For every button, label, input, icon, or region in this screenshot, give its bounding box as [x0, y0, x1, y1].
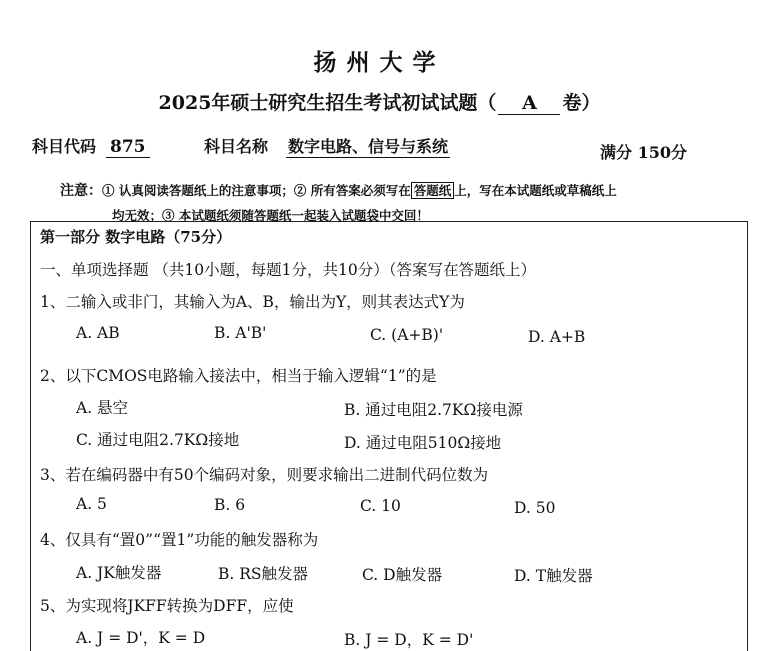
paper-version: A [498, 92, 560, 115]
notice-item-2-suffix: 上，写在本试题纸或草稿纸上 [454, 183, 617, 198]
exam-title [0, 88, 759, 115]
university-title: 扬州大学 [313, 49, 446, 76]
notice-item-1: ① 认真阅读答题纸上的注意事项； [102, 183, 294, 198]
section-heading: 一、单项选择题 （共10小题，每题1分，共10分）（答案写在答题纸上） [40, 261, 536, 279]
question-1-option-d: D. A+B [528, 328, 586, 346]
question-2-option-b: B. 通过电阻2.7KΩ接电源 [344, 401, 523, 419]
question-2-option-c: C. 通过电阻2.7KΩ接地 [76, 431, 240, 449]
notice-line-1 [60, 180, 617, 200]
question-4-option-c: C. D触发器 [362, 566, 443, 584]
question-3-option-b: B. 6 [214, 496, 246, 514]
part-title: 第一部分 数字电路（75分） [40, 228, 232, 246]
question-5-stem: 5、为实现将JKFF转换为DFF，应使 [40, 597, 294, 615]
exam-title-suffix: 卷） [562, 92, 601, 114]
subject-code-label: 科目代码 [32, 137, 97, 156]
notice-line-2-a: 均无效； [112, 208, 163, 223]
question-3-option-c: C. 10 [360, 497, 401, 515]
question-1-stem: 1、二输入或非门，其输入为A、B，输出为Y，则其表达式Y为 [40, 293, 465, 311]
subject-code [32, 134, 150, 158]
subject-name-label: 科目名称 [204, 137, 269, 156]
question-4-stem: 4、仅具有“置0”“置1”功能的触发器称为 [40, 531, 319, 549]
question-2-option-d: D. 通过电阻510Ω接地 [344, 434, 502, 452]
question-4-option-a: A. JK触发器 [76, 564, 162, 582]
question-3-option-d: D. 50 [514, 499, 556, 517]
question-1-option-a: A. AB [76, 324, 120, 342]
subject-name [204, 134, 450, 158]
question-1-option-b: B. A'B' [214, 324, 267, 342]
notice-item-3: ③ 本试题纸须随答题纸一起装入试题袋中交回！ [162, 208, 429, 223]
full-score: 满分 150分 [600, 143, 687, 162]
question-5-option-b: B. J = D，K = D' [344, 631, 474, 649]
question-2-option-a: A. 悬空 [76, 399, 129, 417]
notice-label: 注意： [60, 183, 102, 199]
subject-name-value: 数字电路、信号与系统 [286, 134, 450, 158]
question-4-option-b: B. RS触发器 [218, 565, 309, 583]
notice-item-2-boxed: 答题纸 [411, 182, 455, 199]
notice-item-2-prefix: ② 所有答案必须写在 [293, 183, 411, 198]
question-4-option-d: D. T触发器 [514, 567, 593, 585]
question-1-option-c: C. (A+B)' [370, 326, 444, 344]
question-3-option-a: A. 5 [76, 495, 107, 513]
question-2-stem: 2、以下CMOS电路输入接法中，相当于输入逻辑“1”的是 [40, 367, 437, 385]
question-5-option-a: A. J = D'，K = D [76, 629, 206, 647]
question-3-stem: 3、若在编码器中有50个编码对象，则要求输出二进制代码位数为 [40, 466, 489, 484]
subject-code-value: 875 [106, 137, 150, 158]
exam-title-prefix: 2025年硕士研究生招生考试初试试题（ [158, 92, 497, 114]
